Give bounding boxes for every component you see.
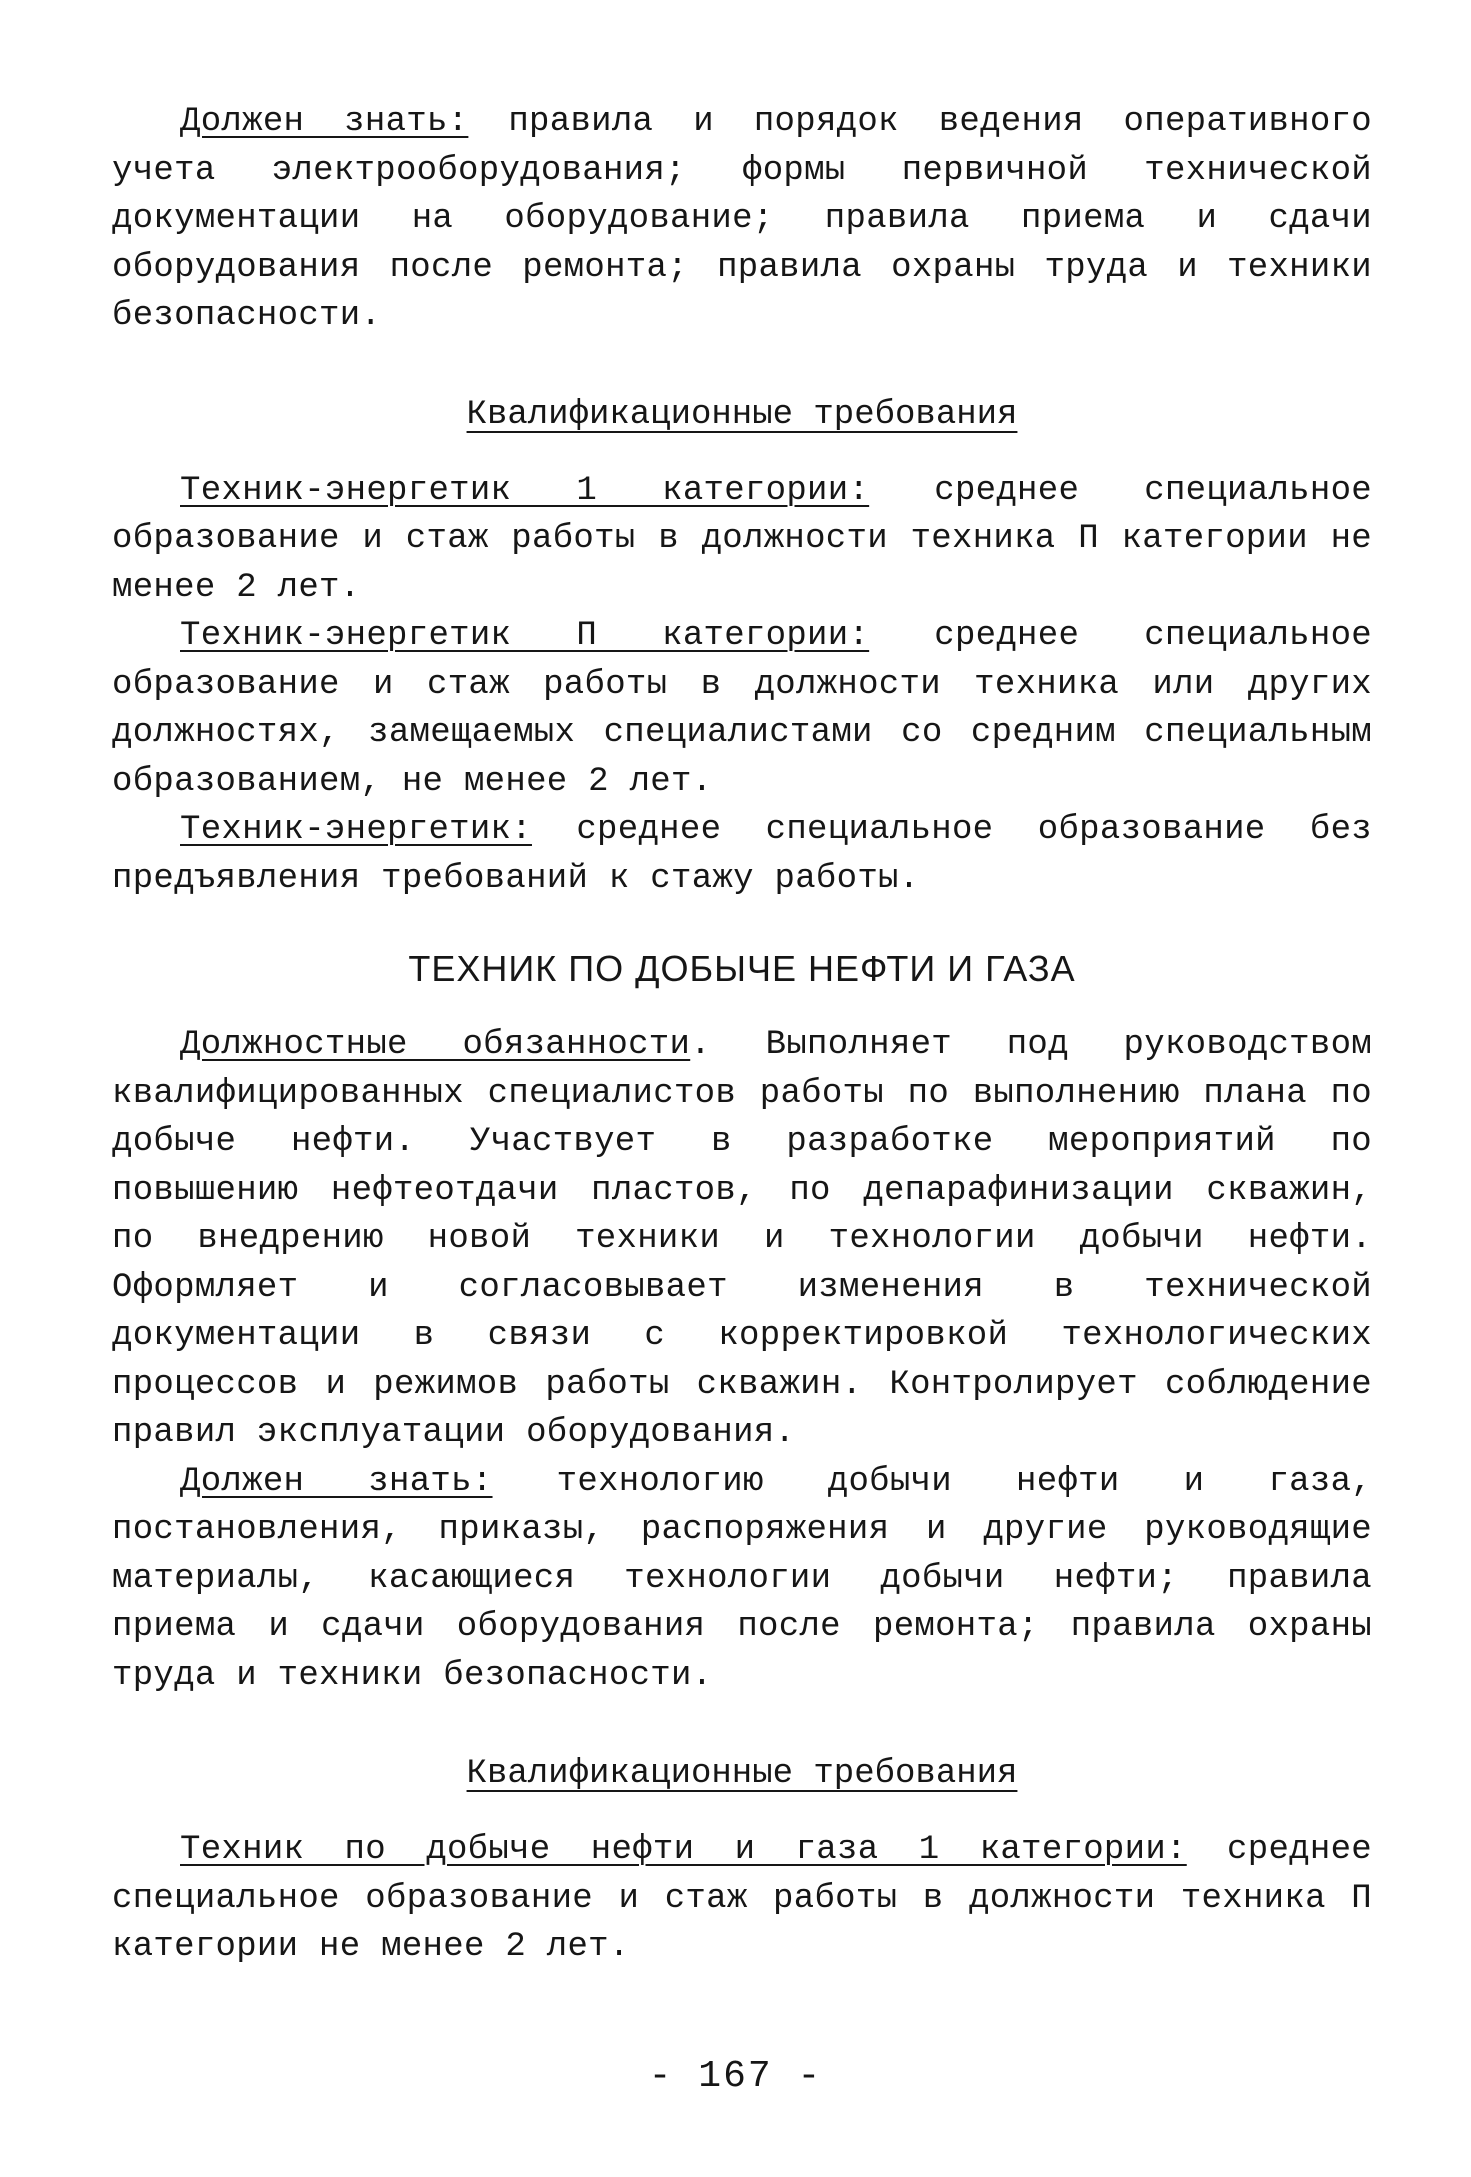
qualification-label-3: Техник-энергетик: bbox=[180, 811, 532, 849]
label-must-know-2: Должен знать: bbox=[180, 1462, 493, 1501]
page-number: - 167 - bbox=[648, 2055, 823, 2098]
text-must-know-1: правила и порядок ведения оперативного учета электрооборудования; формы первичной технической документации на оборудование; правила приема и сдачи оборудования после ремонта; правила охраны труда и техники безопасности. bbox=[112, 103, 1372, 335]
qualification-item-4 bbox=[112, 1826, 1372, 1972]
text-duties: . Выполняет под руководством квалифицированных специалистов работы по выполнению плана по добыче нефти. Участвует в разработке мероприятий по повышению нефтеотдачи пластов, по депарафинизации скважин, по внедрению новой техники и технологии добычи нефти. Оформляет и согласовывает изменения в технической документации в связи с корректировкой технологических процессов и режимов работы скважин. Контролирует соблюдение правил эксплуатации оборудования. bbox=[112, 1026, 1372, 1452]
label-must-know-1: Должен знать: bbox=[180, 103, 469, 141]
qualification-label-4: Техник по добыче нефти и газа 1 категории: bbox=[180, 1831, 1187, 1869]
section-title: ТЕХНИК ПО ДОБЫЧЕ НЕФТИ И ГАЗА bbox=[408, 948, 1076, 989]
qualification-item-1 bbox=[112, 467, 1372, 613]
qualification-heading-1: Квалификационные требования bbox=[466, 395, 1018, 434]
qualification-text-2: среднее специальное образование и стаж работы в должности техника или других должностях, замещаемых специалистами со средним специальным образованием, не менее 2 лет. bbox=[112, 617, 1372, 801]
qualification-label-1: Техник-энергетик 1 категории: bbox=[180, 471, 870, 510]
qualification-label-2: Техник-энергетик П категории: bbox=[180, 617, 870, 655]
qualification-item-3 bbox=[112, 806, 1372, 903]
label-duties: Должностные обязанности bbox=[180, 1026, 691, 1064]
paragraph-duties bbox=[112, 1021, 1372, 1458]
text-must-know-2: технологию добычи нефти и газа, постановления, приказы, распоряжения и другие руководящие материалы, касающиеся технологии добычи нефти; правила приема и сдачи оборудования после ремонта; правила охраны труда и техники безопасности. bbox=[112, 1462, 1372, 1695]
qualification-text-4: среднее специальное образование и стаж работы в должности техника П категории не менее 2 лет. bbox=[112, 1831, 1372, 1966]
qualification-text-1: среднее специальное образование и стаж работы в должности техника П категории не менее 2 лет. bbox=[112, 471, 1372, 607]
qualification-text-3: среднее специальное образование без предъявления требований к стажу работы. bbox=[112, 811, 1372, 898]
paragraph-must-know-2 bbox=[112, 1458, 1372, 1701]
qualification-heading-2: Квалификационные требования bbox=[466, 1755, 1018, 1793]
document-page bbox=[112, 98, 1372, 1972]
paragraph-must-know-1 bbox=[112, 98, 1372, 341]
qualification-item-2 bbox=[112, 612, 1372, 806]
